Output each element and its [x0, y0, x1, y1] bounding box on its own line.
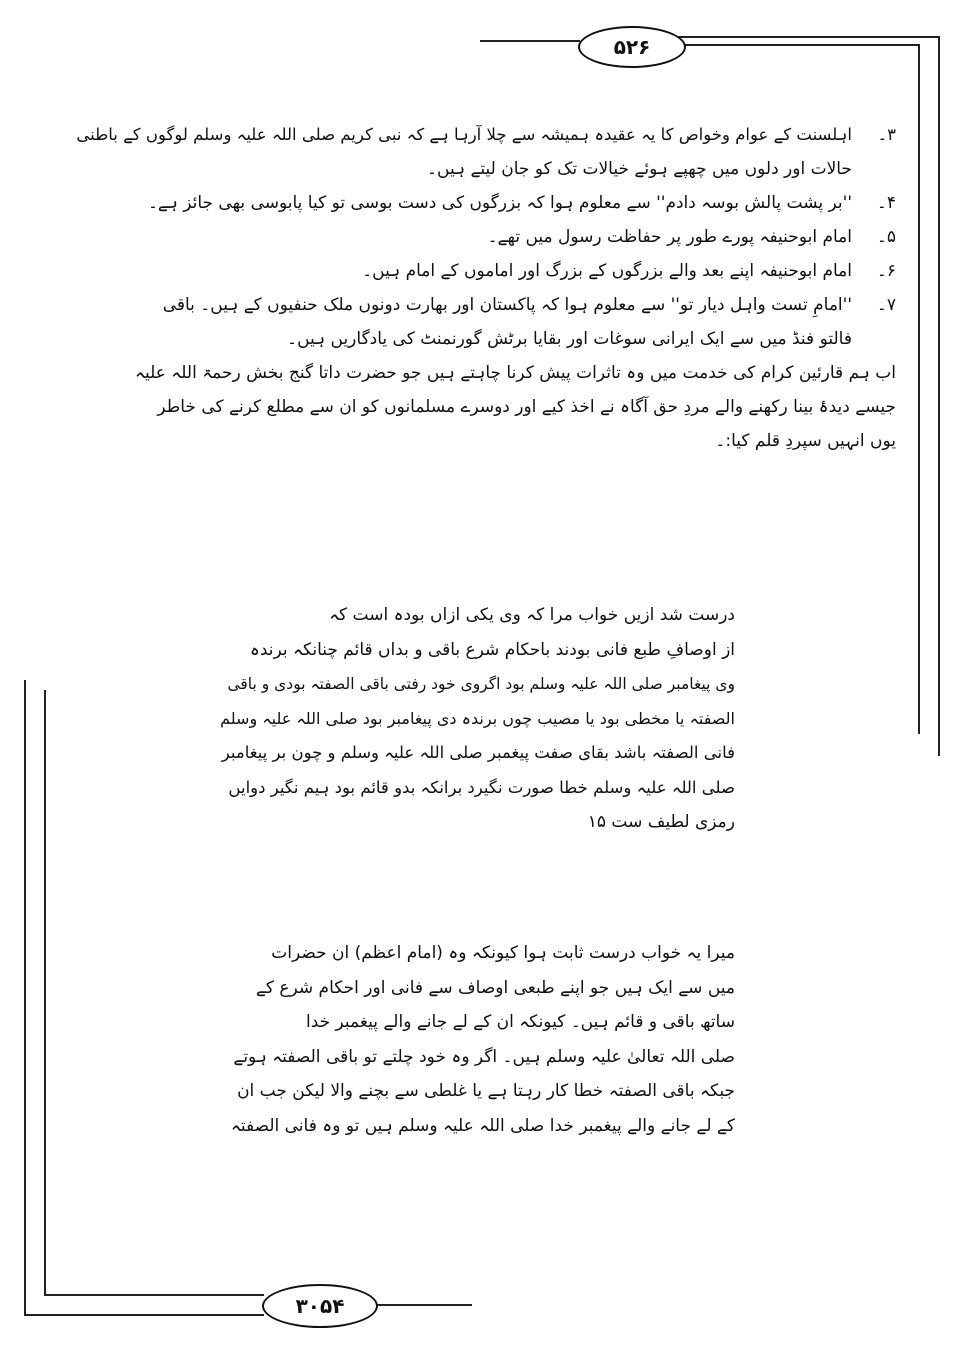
quote-line: الصفتہ یا مخطی بود یا مصیب چوں برندہ دی پیغامبر بود صلی اللہ علیہ وسلم: [220, 708, 735, 728]
point-3-number: ۳۔: [877, 125, 896, 144]
point-4-line-1: ۴۔''بر پشت پالش بوسہ دادم'' سے معلوم ہوا کہ بزرگوں کی دست بوسی تو کیا پابوسی بھی جائز ہے۔: [70, 186, 896, 220]
quote-line: از اوصافِ طبع فانی بودند باحکام شرع باقی و بداں قائم چنانکہ برندہ: [249, 639, 735, 660]
quote-line: درست شد ازیں خواب مرا کہ وی یکی ازاں بودہ است کہ: [329, 605, 735, 625]
translation-line: ساتھ باقی و قائم ہیں۔ کیونکہ ان کے لے جانے والے پیغمبر خدا: [305, 1012, 735, 1032]
quote-line: فانی الصفتہ باشد بقای صفت پیغمبر صلی اللہ علیہ وسلم و چون بر پیغامبر: [221, 743, 735, 762]
point-6-number: ۶۔: [876, 261, 896, 281]
translation-line: کے لے جانے والے پیغمبر خدا صلی اللہ علیہ وسلم ہیں تو وہ فانی الصفتہ: [230, 1115, 735, 1136]
intro-line-1: اب ہم قارئین کرام کی خدمت میں وہ تاثرات پیش کرنا چاہتے ہیں جو حضرت داتا گنج بخش رحمۃ اللہ علیہ: [135, 363, 896, 383]
point-7-number: ۷۔: [876, 295, 896, 315]
header-page-number: ۵۲۶: [578, 26, 686, 68]
frame-right-rule-outer: [938, 36, 940, 756]
quote-line: رمزی لطیف ست ۱۵: [587, 812, 735, 832]
point-7-line-1: ۷۔''امامِ تست واہل دیار تو'' سے معلوم ہوا کہ پاکستان اور بھارت دونوں ملک حنفیوں کے ہیں۔ باقی: [70, 288, 896, 322]
point-5-number: ۵۔: [876, 227, 896, 247]
quote-line: صلی اللہ علیہ وسلم خطا صورت نگیرد برانکہ بدو قائم بود ہیم نگیر دوایں: [228, 777, 735, 797]
frame-bottom-rule-outer: [24, 1314, 264, 1316]
frame-left-rule-inner: [44, 690, 46, 1294]
intro-line-3: یوں انہیں سپردِ قلم کیا:۔: [715, 431, 896, 451]
translation-line: صلی اللہ تعالیٰ علیہ وسلم ہیں۔ اگر وہ خود چلتے تو باقی الصفتہ ہوتے: [233, 1046, 735, 1067]
quote-line: وی پیغامبر صلی اللہ علیہ وسلم بود اگروی خود رفتی باقی الصفتہ بودی و باقی: [227, 675, 735, 693]
point-5-line-1: ۵۔امام ابوحنیفہ پورے طور پر حفاظت رسول میں تھے۔: [70, 220, 896, 254]
numbered-points: [70, 118, 896, 458]
frame-left-rule-outer: [24, 680, 26, 1316]
frame-right-rule-inner: [918, 44, 920, 734]
point-3-line-2: حالات اور دلوں میں چھپے ہوئے خیالات تک کو جان لیتے ہیں۔: [427, 159, 852, 179]
translation-line: میرا یہ خواب درست ثابت ہوا کیونکہ وہ (امام اعظم) ان حضرات: [271, 943, 735, 963]
translation-line: جبکہ باقی الصفتہ خطا کار رہتا ہے یا غلطی سے بچنے والا لیکن جب ان: [237, 1081, 735, 1101]
point-7-line-2: فالتو فنڈ میں سے ایک ایرانی سوغات اور بقایا برٹش گورنمنٹ کی یادگاریں ہیں۔: [287, 329, 852, 349]
frame-top-rule-left: [480, 40, 580, 42]
urdu-translation: [215, 936, 735, 1143]
footer-page-number: ۳۰۵۴: [262, 1284, 378, 1328]
point-6-line-1: ۶۔امام ابوحنیفہ اپنے بعد والے بزرگوں کے بزرگ اور اماموں کے امام ہیں۔: [70, 254, 896, 288]
frame-bottom-rule-right: [372, 1304, 472, 1306]
point-3-line-1: ۳۔اہلسنت کے عوام وخواص کا یہ عقیدہ ہمیشہ سے چلا آرہا ہے کہ نبی کریم صلی اللہ علیہ وسلم لوگوں کے باطنی: [70, 118, 896, 152]
persian-quote: [215, 598, 735, 840]
intro-line-2: جیسے دیدۂ بینا رکھنے والے مردِ حق آگاہ نے اخذ کیے اور دوسرے مسلمانوں کو ان سے مطلع کرنے کی خاطر: [157, 397, 896, 417]
frame-bottom-rule-inner: [44, 1294, 264, 1296]
point-4-number: ۴۔: [876, 193, 896, 213]
translation-line: میں سے ایک ہیں جو اپنے طبعی اوصاف سے فانی اور احکام شرع کے: [255, 977, 735, 998]
